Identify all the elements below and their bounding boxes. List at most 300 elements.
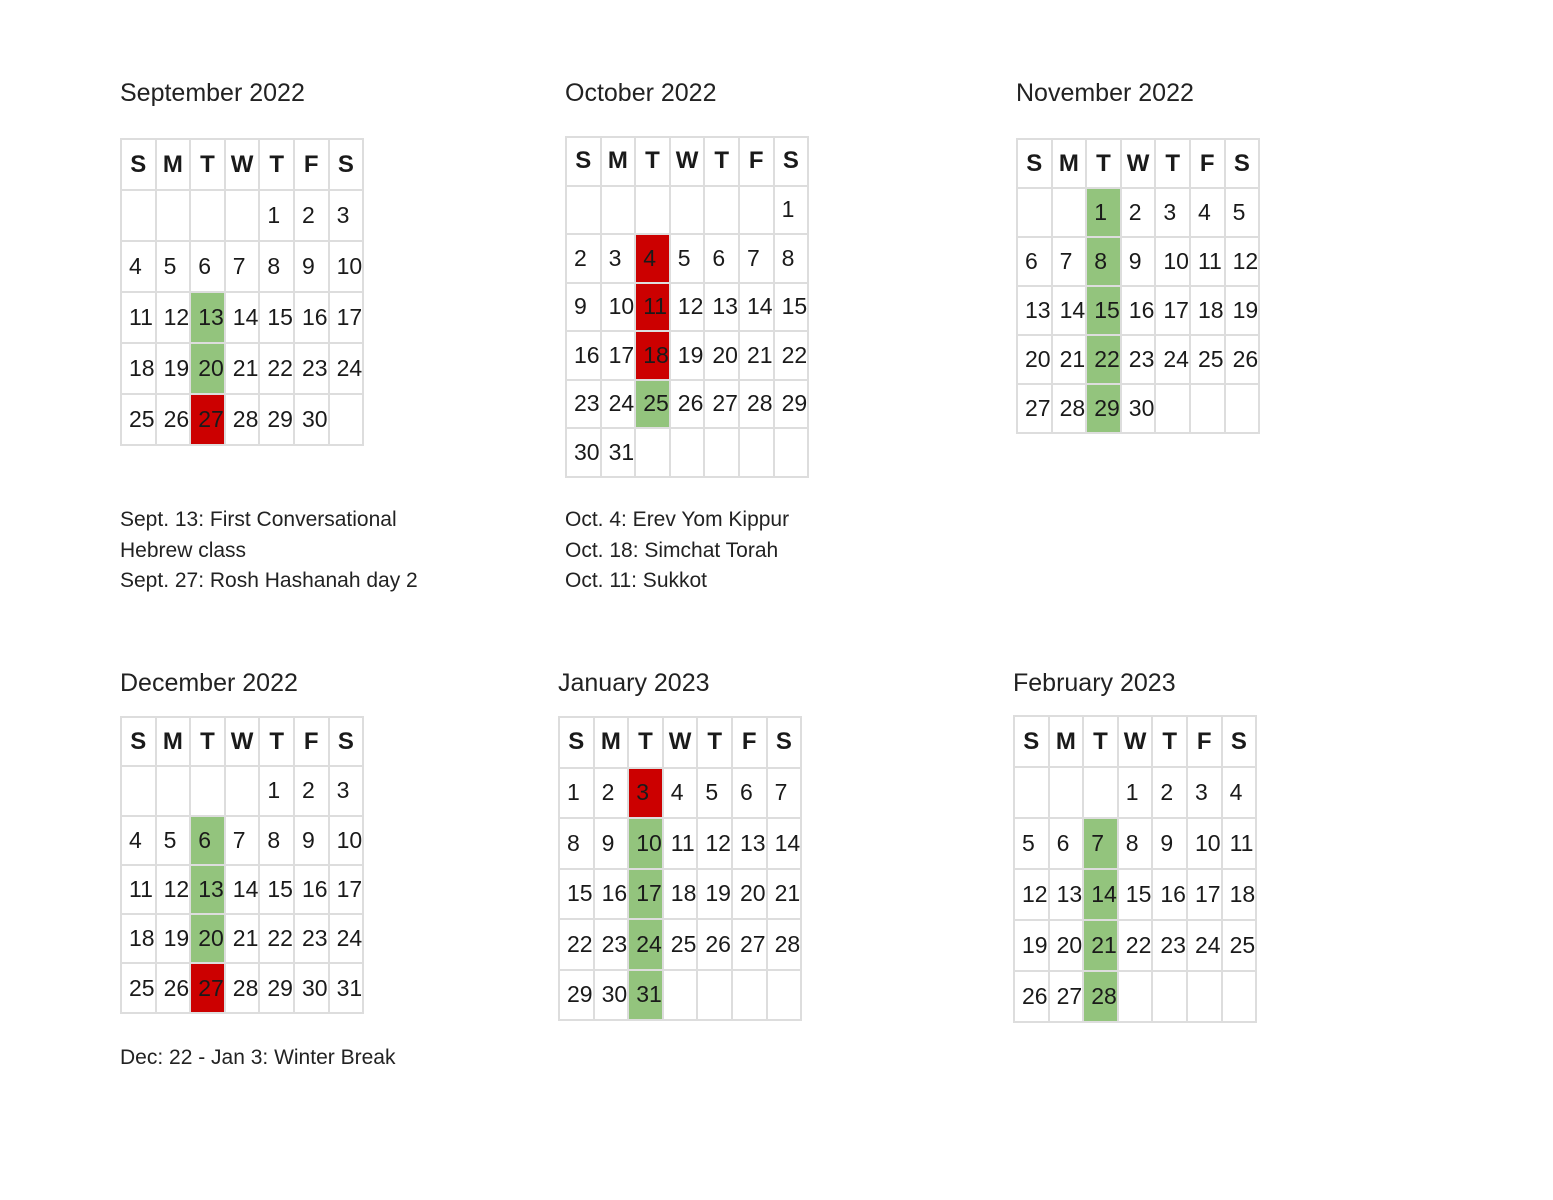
day-cell: 18 xyxy=(663,869,698,920)
day-cell: 3 xyxy=(601,234,636,283)
day-cell: 24 xyxy=(601,380,636,429)
month-title: October 2022 xyxy=(565,79,717,107)
empty-day-cell xyxy=(1049,767,1084,818)
day-cell: 29 xyxy=(259,963,294,1012)
day-cell: 30 xyxy=(294,394,329,445)
class-day-cell: 25 xyxy=(635,380,670,429)
day-cell: 30 xyxy=(1121,384,1156,433)
empty-day-cell xyxy=(739,428,774,477)
week-row xyxy=(1017,286,1259,335)
week-row xyxy=(559,970,801,1021)
empty-day-cell xyxy=(1083,767,1118,818)
note-line: Sept. 13: First Conversational xyxy=(120,508,397,531)
day-cell: 10 xyxy=(329,241,364,292)
weekday-header-mon: M xyxy=(156,139,191,190)
day-cell: 15 xyxy=(774,283,809,332)
day-cell: 20 xyxy=(1049,920,1084,971)
day-cell: 25 xyxy=(121,394,156,445)
empty-day-cell xyxy=(1190,384,1225,433)
calendar-grid xyxy=(1013,715,1257,1023)
empty-day-cell xyxy=(190,190,225,241)
weekday-header-row xyxy=(121,717,363,766)
weekday-header-sun: S xyxy=(121,139,156,190)
day-cell: 16 xyxy=(566,331,601,380)
week-row xyxy=(121,343,363,394)
week-row xyxy=(559,768,801,819)
day-cell: 20 xyxy=(732,869,767,920)
week-row xyxy=(1017,384,1259,433)
day-cell: 16 xyxy=(594,869,629,920)
month-notes xyxy=(120,505,418,597)
day-cell: 19 xyxy=(670,331,705,380)
class-day-cell: 6 xyxy=(190,816,225,865)
day-cell: 13 xyxy=(1049,869,1084,920)
empty-day-cell xyxy=(329,394,364,445)
weekday-header-sun: S xyxy=(121,717,156,766)
weekday-header-row xyxy=(121,139,363,190)
week-row xyxy=(121,394,363,445)
empty-day-cell xyxy=(225,766,260,815)
day-cell: 9 xyxy=(294,816,329,865)
weekday-header-sat: S xyxy=(774,137,809,186)
holiday-day-cell: 18 xyxy=(635,331,670,380)
class-day-cell: 13 xyxy=(190,292,225,343)
day-cell: 17 xyxy=(329,865,364,914)
class-day-cell: 31 xyxy=(628,970,663,1021)
day-cell: 17 xyxy=(1187,869,1222,920)
day-cell: 2 xyxy=(294,766,329,815)
week-row xyxy=(121,963,363,1012)
day-cell: 21 xyxy=(225,343,260,394)
empty-day-cell xyxy=(732,970,767,1021)
day-cell: 4 xyxy=(1190,188,1225,237)
day-cell: 6 xyxy=(732,768,767,819)
empty-day-cell xyxy=(1222,971,1257,1022)
day-cell: 30 xyxy=(566,428,601,477)
day-cell: 28 xyxy=(225,963,260,1012)
day-cell: 12 xyxy=(697,818,732,869)
day-cell: 9 xyxy=(1121,237,1156,286)
day-cell: 1 xyxy=(259,766,294,815)
day-cell: 29 xyxy=(559,970,594,1021)
weekday-header-thu: T xyxy=(259,717,294,766)
day-cell: 23 xyxy=(294,914,329,963)
day-cell: 23 xyxy=(1121,335,1156,384)
empty-day-cell xyxy=(635,186,670,235)
weekday-header-sat: S xyxy=(1222,716,1257,767)
day-cell: 8 xyxy=(774,234,809,283)
day-cell: 17 xyxy=(1155,286,1190,335)
day-cell: 7 xyxy=(1052,237,1087,286)
holiday-day-cell: 4 xyxy=(635,234,670,283)
weekday-header-wed: W xyxy=(663,717,698,768)
day-cell: 12 xyxy=(1225,237,1260,286)
day-cell: 1 xyxy=(259,190,294,241)
weekday-header-tue: T xyxy=(635,137,670,186)
empty-day-cell xyxy=(697,970,732,1021)
week-row xyxy=(566,234,808,283)
day-cell: 3 xyxy=(329,190,364,241)
empty-day-cell xyxy=(190,766,225,815)
weekday-header-mon: M xyxy=(1049,716,1084,767)
day-cell: 27 xyxy=(704,380,739,429)
weekday-header-sat: S xyxy=(1225,139,1260,188)
day-cell: 7 xyxy=(767,768,802,819)
day-cell: 8 xyxy=(259,241,294,292)
class-day-cell: 14 xyxy=(1083,869,1118,920)
week-row xyxy=(566,283,808,332)
class-day-cell: 24 xyxy=(628,919,663,970)
day-cell: 14 xyxy=(767,818,802,869)
weekday-header-wed: W xyxy=(225,139,260,190)
day-cell: 11 xyxy=(1190,237,1225,286)
week-row xyxy=(1014,920,1256,971)
day-cell: 26 xyxy=(1014,971,1049,1022)
day-cell: 11 xyxy=(121,292,156,343)
day-cell: 2 xyxy=(1152,767,1187,818)
empty-day-cell xyxy=(1155,384,1190,433)
day-cell: 22 xyxy=(559,919,594,970)
day-cell: 2 xyxy=(294,190,329,241)
day-cell: 19 xyxy=(156,914,191,963)
day-cell: 18 xyxy=(121,343,156,394)
weekday-header-wed: W xyxy=(225,717,260,766)
month-title: January 2023 xyxy=(558,669,710,697)
empty-day-cell xyxy=(670,186,705,235)
day-cell: 9 xyxy=(594,818,629,869)
day-cell: 2 xyxy=(566,234,601,283)
day-cell: 19 xyxy=(156,343,191,394)
weekday-header-fri: F xyxy=(732,717,767,768)
week-row xyxy=(1014,767,1256,818)
day-cell: 13 xyxy=(1017,286,1052,335)
day-cell: 22 xyxy=(259,914,294,963)
day-cell: 5 xyxy=(1014,818,1049,869)
weekday-header-wed: W xyxy=(1121,139,1156,188)
day-cell: 22 xyxy=(259,343,294,394)
weekday-header-fri: F xyxy=(294,139,329,190)
day-cell: 7 xyxy=(225,816,260,865)
class-day-cell: 1 xyxy=(1086,188,1121,237)
class-day-cell: 21 xyxy=(1083,920,1118,971)
day-cell: 26 xyxy=(156,963,191,1012)
weekday-header-tue: T xyxy=(190,717,225,766)
empty-day-cell xyxy=(635,428,670,477)
month-title: November 2022 xyxy=(1016,79,1194,107)
empty-day-cell xyxy=(121,190,156,241)
calendar-grid xyxy=(565,136,809,478)
day-cell: 10 xyxy=(1155,237,1190,286)
day-cell: 26 xyxy=(670,380,705,429)
day-cell: 19 xyxy=(697,869,732,920)
weekday-header-row xyxy=(1014,716,1256,767)
day-cell: 31 xyxy=(601,428,636,477)
day-cell: 6 xyxy=(1017,237,1052,286)
day-cell: 5 xyxy=(670,234,705,283)
day-cell: 14 xyxy=(225,292,260,343)
day-cell: 30 xyxy=(294,963,329,1012)
day-cell: 27 xyxy=(732,919,767,970)
day-cell: 10 xyxy=(329,816,364,865)
week-row xyxy=(559,919,801,970)
day-cell: 11 xyxy=(121,865,156,914)
day-cell: 30 xyxy=(594,970,629,1021)
day-cell: 25 xyxy=(1222,920,1257,971)
day-cell: 14 xyxy=(225,865,260,914)
day-cell: 27 xyxy=(1049,971,1084,1022)
weekday-header-sat: S xyxy=(329,717,364,766)
day-cell: 8 xyxy=(259,816,294,865)
day-cell: 24 xyxy=(1155,335,1190,384)
day-cell: 22 xyxy=(1118,920,1153,971)
weekday-header-row xyxy=(559,717,801,768)
empty-day-cell xyxy=(1017,188,1052,237)
day-cell: 26 xyxy=(1225,335,1260,384)
week-row xyxy=(121,241,363,292)
empty-day-cell xyxy=(121,766,156,815)
day-cell: 20 xyxy=(704,331,739,380)
day-cell: 11 xyxy=(663,818,698,869)
calendar-grid xyxy=(1016,138,1260,434)
day-cell: 4 xyxy=(663,768,698,819)
day-cell: 14 xyxy=(1052,286,1087,335)
day-cell: 10 xyxy=(601,283,636,332)
empty-day-cell xyxy=(1014,767,1049,818)
weekday-header-mon: M xyxy=(601,137,636,186)
day-cell: 8 xyxy=(1118,818,1153,869)
weekday-header-row xyxy=(566,137,808,186)
day-cell: 9 xyxy=(294,241,329,292)
day-cell: 16 xyxy=(1121,286,1156,335)
day-cell: 20 xyxy=(1017,335,1052,384)
week-row xyxy=(566,331,808,380)
class-day-cell: 13 xyxy=(190,865,225,914)
weekday-header-fri: F xyxy=(739,137,774,186)
day-cell: 7 xyxy=(225,241,260,292)
day-cell: 3 xyxy=(1155,188,1190,237)
day-cell: 25 xyxy=(663,919,698,970)
day-cell: 9 xyxy=(566,283,601,332)
week-row xyxy=(566,186,808,235)
day-cell: 28 xyxy=(767,919,802,970)
weekday-header-thu: T xyxy=(697,717,732,768)
class-day-cell: 7 xyxy=(1083,818,1118,869)
day-cell: 6 xyxy=(190,241,225,292)
week-row xyxy=(121,190,363,241)
weekday-header-thu: T xyxy=(1152,716,1187,767)
class-day-cell: 10 xyxy=(628,818,663,869)
day-cell: 13 xyxy=(732,818,767,869)
empty-day-cell xyxy=(774,428,809,477)
day-cell: 5 xyxy=(697,768,732,819)
day-cell: 21 xyxy=(739,331,774,380)
weekday-header-mon: M xyxy=(594,717,629,768)
empty-day-cell xyxy=(1052,188,1087,237)
weekday-header-tue: T xyxy=(1083,716,1118,767)
week-row xyxy=(1014,869,1256,920)
week-row xyxy=(1017,335,1259,384)
weekday-header-wed: W xyxy=(670,137,705,186)
day-cell: 22 xyxy=(774,331,809,380)
day-cell: 26 xyxy=(156,394,191,445)
class-day-cell: 29 xyxy=(1086,384,1121,433)
empty-day-cell xyxy=(156,190,191,241)
day-cell: 29 xyxy=(259,394,294,445)
day-cell: 28 xyxy=(225,394,260,445)
weekday-header-sun: S xyxy=(1017,139,1052,188)
weekday-header-fri: F xyxy=(294,717,329,766)
day-cell: 4 xyxy=(1222,767,1257,818)
week-row xyxy=(1017,188,1259,237)
weekday-header-fri: F xyxy=(1190,139,1225,188)
day-cell: 4 xyxy=(121,816,156,865)
day-cell: 4 xyxy=(121,241,156,292)
day-cell: 15 xyxy=(559,869,594,920)
weekday-header-sat: S xyxy=(329,139,364,190)
day-cell: 25 xyxy=(121,963,156,1012)
class-day-cell: 20 xyxy=(190,343,225,394)
weekday-header-thu: T xyxy=(1155,139,1190,188)
day-cell: 1 xyxy=(1118,767,1153,818)
day-cell: 5 xyxy=(1225,188,1260,237)
empty-day-cell xyxy=(670,428,705,477)
empty-day-cell xyxy=(566,186,601,235)
weekday-header-tue: T xyxy=(190,139,225,190)
day-cell: 29 xyxy=(774,380,809,429)
empty-day-cell xyxy=(663,970,698,1021)
empty-day-cell xyxy=(1225,384,1260,433)
day-cell: 24 xyxy=(329,343,364,394)
day-cell: 23 xyxy=(566,380,601,429)
day-cell: 23 xyxy=(594,919,629,970)
class-day-cell: 8 xyxy=(1086,237,1121,286)
day-cell: 16 xyxy=(1152,869,1187,920)
weekday-header-fri: F xyxy=(1187,716,1222,767)
weekday-header-wed: W xyxy=(1118,716,1153,767)
week-row xyxy=(566,428,808,477)
class-day-cell: 15 xyxy=(1086,286,1121,335)
empty-day-cell xyxy=(767,970,802,1021)
day-cell: 9 xyxy=(1152,818,1187,869)
weekday-header-sun: S xyxy=(1014,716,1049,767)
day-cell: 3 xyxy=(1187,767,1222,818)
day-cell: 18 xyxy=(1190,286,1225,335)
empty-day-cell xyxy=(601,186,636,235)
day-cell: 19 xyxy=(1225,286,1260,335)
month-title: September 2022 xyxy=(120,79,305,107)
day-cell: 10 xyxy=(1187,818,1222,869)
day-cell: 28 xyxy=(1052,384,1087,433)
weekday-header-sat: S xyxy=(767,717,802,768)
day-cell: 27 xyxy=(1017,384,1052,433)
day-cell: 1 xyxy=(774,186,809,235)
week-row xyxy=(1014,818,1256,869)
weekday-header-sun: S xyxy=(566,137,601,186)
day-cell: 25 xyxy=(1190,335,1225,384)
month-notes xyxy=(565,505,789,597)
holiday-day-cell: 27 xyxy=(190,963,225,1012)
day-cell: 23 xyxy=(1152,920,1187,971)
weekday-header-row xyxy=(1017,139,1259,188)
weekday-header-thu: T xyxy=(704,137,739,186)
day-cell: 18 xyxy=(1222,869,1257,920)
week-row xyxy=(121,816,363,865)
day-cell: 18 xyxy=(121,914,156,963)
week-row xyxy=(566,380,808,429)
empty-day-cell xyxy=(156,766,191,815)
empty-day-cell xyxy=(1118,971,1153,1022)
day-cell: 12 xyxy=(156,292,191,343)
note-line: Oct. 18: Simchat Torah xyxy=(565,538,779,562)
day-cell: 17 xyxy=(601,331,636,380)
day-cell: 5 xyxy=(156,241,191,292)
day-cell: 17 xyxy=(329,292,364,343)
month-title: December 2022 xyxy=(120,669,298,697)
week-row xyxy=(559,818,801,869)
day-cell: 21 xyxy=(767,869,802,920)
day-cell: 15 xyxy=(1118,869,1153,920)
day-cell: 6 xyxy=(1049,818,1084,869)
week-row xyxy=(121,914,363,963)
weekday-header-sun: S xyxy=(559,717,594,768)
note-line: Oct. 11: Sukkot xyxy=(565,569,708,592)
holiday-day-cell: 27 xyxy=(190,394,225,445)
day-cell: 12 xyxy=(156,865,191,914)
weekday-header-tue: T xyxy=(1086,139,1121,188)
week-row xyxy=(121,865,363,914)
day-cell: 31 xyxy=(329,963,364,1012)
week-row xyxy=(1014,971,1256,1022)
day-cell: 5 xyxy=(156,816,191,865)
holiday-day-cell: 3 xyxy=(628,768,663,819)
calendar-grid xyxy=(558,716,802,1021)
month-title: February 2023 xyxy=(1013,669,1176,697)
day-cell: 26 xyxy=(697,919,732,970)
day-cell: 13 xyxy=(704,283,739,332)
holiday-day-cell: 11 xyxy=(635,283,670,332)
empty-day-cell xyxy=(739,186,774,235)
day-cell: 2 xyxy=(594,768,629,819)
class-day-cell: 22 xyxy=(1086,335,1121,384)
day-cell: 28 xyxy=(739,380,774,429)
week-row xyxy=(559,869,801,920)
note-line: Sept. 27: Rosh Hashanah day 2 xyxy=(120,569,418,592)
empty-day-cell xyxy=(704,186,739,235)
day-cell: 16 xyxy=(294,865,329,914)
note-line: Dec: 22 - Jan 3: Winter Break xyxy=(120,1046,396,1069)
week-row xyxy=(121,766,363,815)
class-day-cell: 20 xyxy=(190,914,225,963)
week-row xyxy=(121,292,363,343)
calendar-grid xyxy=(120,716,364,1014)
class-day-cell: 28 xyxy=(1083,971,1118,1022)
empty-day-cell xyxy=(1187,971,1222,1022)
day-cell: 23 xyxy=(294,343,329,394)
day-cell: 12 xyxy=(1014,869,1049,920)
note-line: Hebrew class xyxy=(120,538,247,562)
day-cell: 21 xyxy=(1052,335,1087,384)
day-cell: 21 xyxy=(225,914,260,963)
day-cell: 12 xyxy=(670,283,705,332)
empty-day-cell xyxy=(704,428,739,477)
day-cell: 3 xyxy=(329,766,364,815)
note-line: Oct. 4: Erev Yom Kippur xyxy=(565,508,790,531)
day-cell: 6 xyxy=(704,234,739,283)
day-cell: 16 xyxy=(294,292,329,343)
class-day-cell: 17 xyxy=(628,869,663,920)
day-cell: 15 xyxy=(259,865,294,914)
weekday-header-tue: T xyxy=(628,717,663,768)
